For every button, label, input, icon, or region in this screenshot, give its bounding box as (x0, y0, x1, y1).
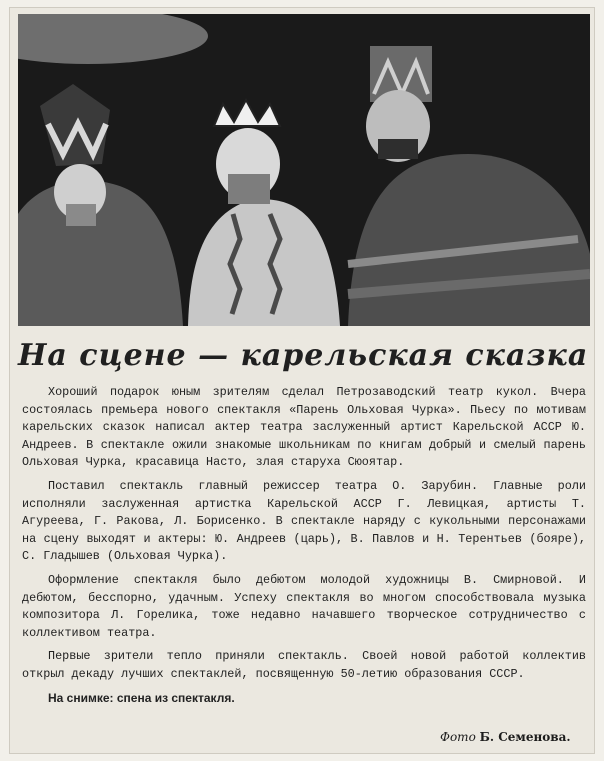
paragraph-2: Поставил спектакль главный режиссер театра О. Зарубин. Главные роли исполняли заслуженная артистка Карельской АССР Г. Левицкая, артисты Т. Агуреева, Г. Ракова, Л. Борисенко. В спектакле наряду с кукольными персонажами на сцену выходят и актеры: Ю. Андреев (царь), В. Павлов и Н. Терентьев (бояре), С. Гладышев (Ольховая Чурка). (22, 478, 586, 564)
photo-caption: На снимке: спена из спектакля. (48, 690, 235, 705)
paragraph-1: Хороший подарок юным зрителям сделал Петрозаводский театр кукол. Вчера состоялась премьера нового спектакля «Парень Ольховая Чурка». Пьесу по мотивам карельских сказок написал актер театра заслуженный артист Карельской АССР Ю. Андреев. В спектакле ожили знакомые школьникам по книгам добрый и смелый парень Ольховая Чурка, красавица Насто, злая старуха Сюоятар. (22, 385, 586, 470)
newspaper-clipping (10, 8, 594, 753)
article-photo (18, 14, 590, 326)
credit-prefix: Фото (440, 730, 476, 744)
article-body (22, 384, 586, 713)
puppet-scene-image (18, 14, 590, 326)
paragraph-4: Первые зрители тепло приняли спектакль. Своей новой работой коллектив открыл декаду лучших спектаклей, посвященную 50-летию образования СССР. (22, 649, 586, 681)
paragraph-3: Оформление спектакля было дебютом молодой художницы В. Смирновой. И дебютом, бесспорно, удачным. Успеху спектакля во многом способствовала музыка композитора Л. Горелика, тоже недавно начавшего творческое сотрудничество с коллективом театра. (22, 572, 586, 640)
photo-credit (440, 730, 571, 744)
credit-name: Б. Семенова. (479, 730, 571, 744)
article-headline: На сцене — карельская сказка (18, 338, 589, 373)
